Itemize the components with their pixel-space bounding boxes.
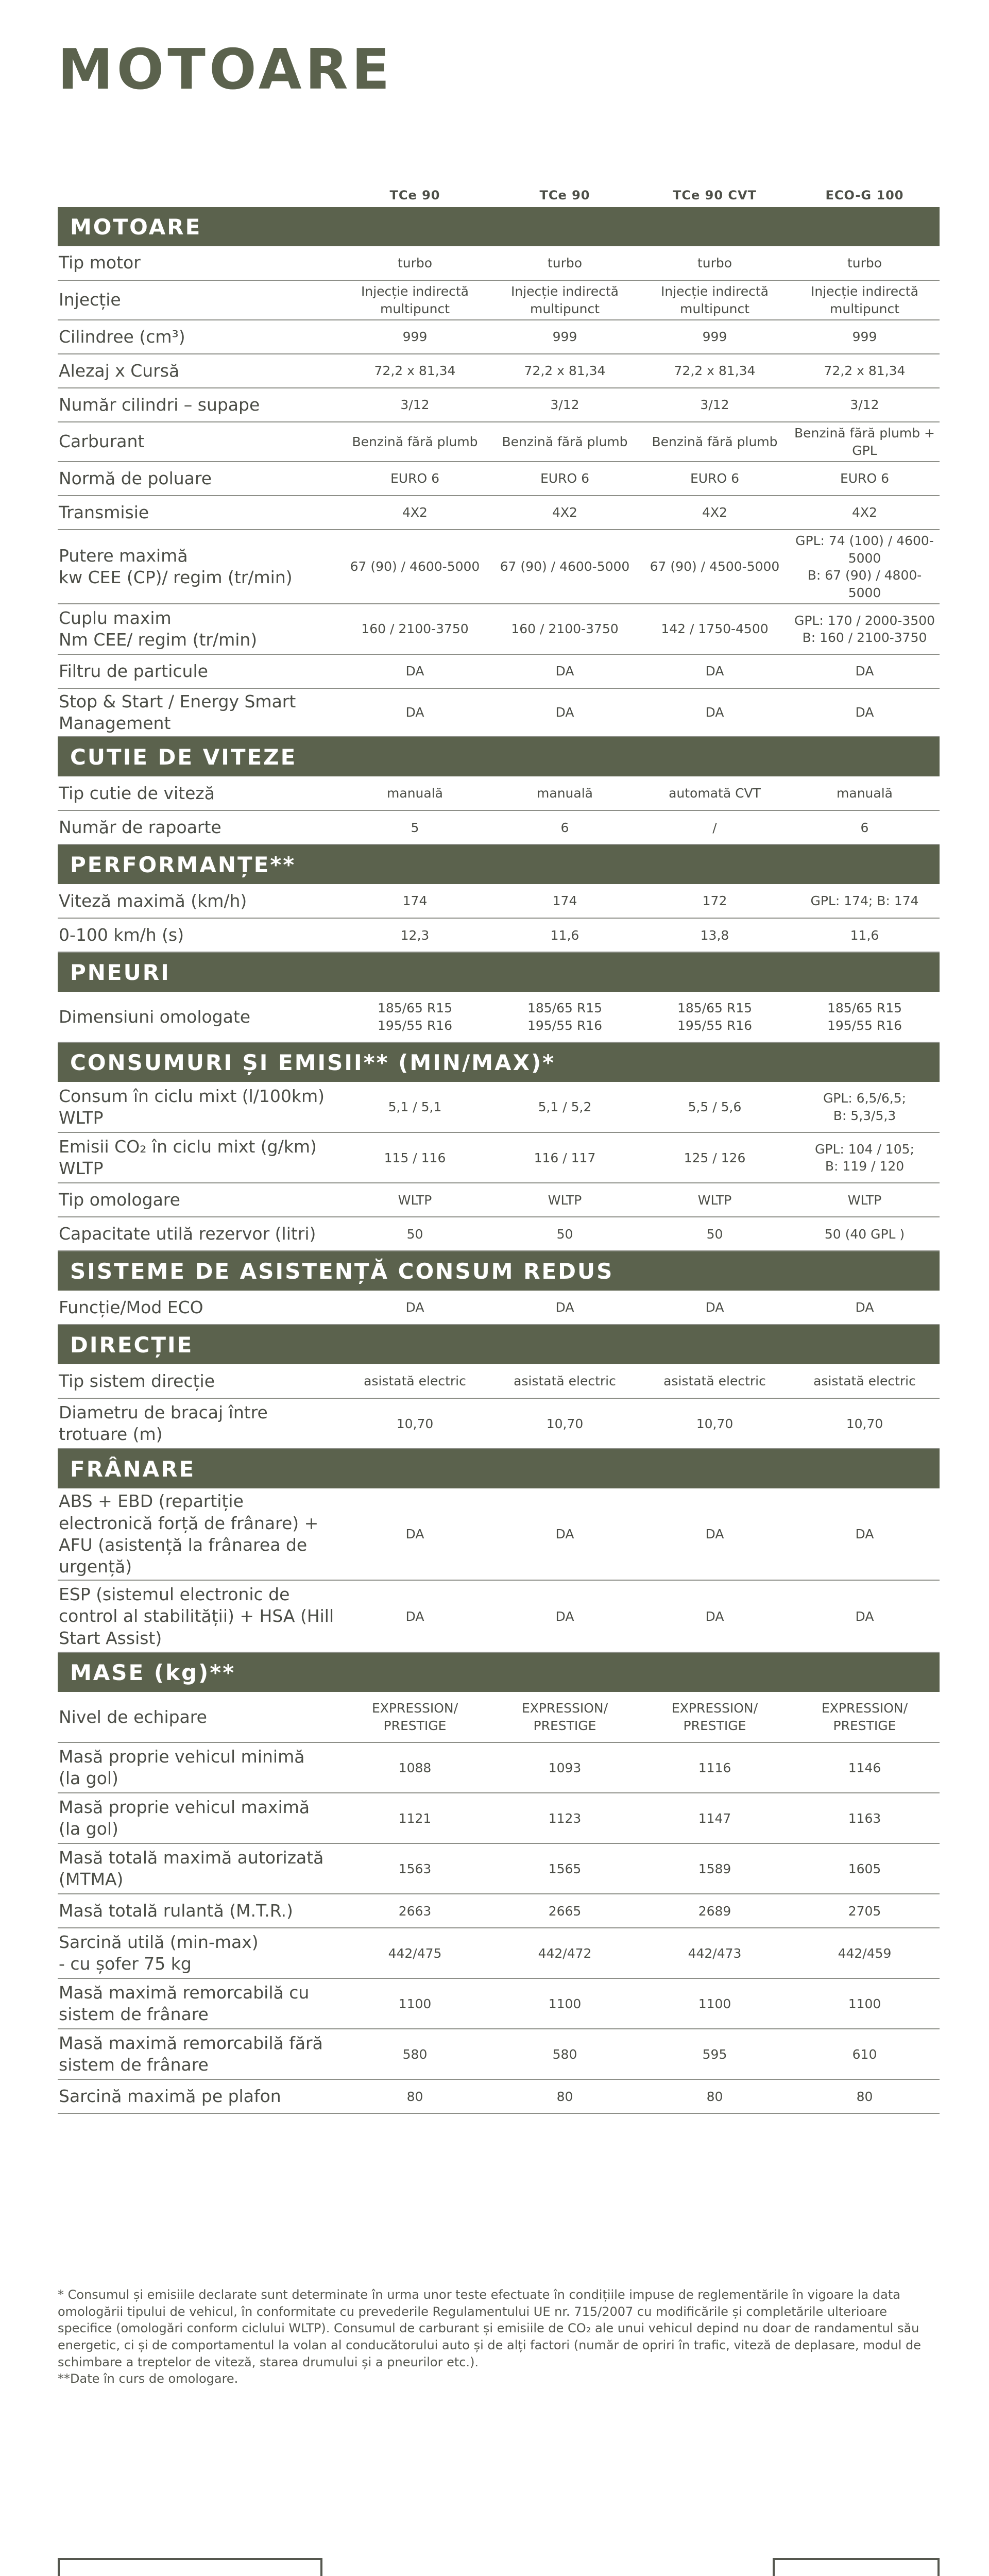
section-title: SISTEME DE ASISTENȚĂ CONSUM REDUS [58,1251,940,1291]
row-label: Emisii CO₂ în ciclu mixt (g/km) WLTP [58,1132,340,1183]
spec-value: 50 [490,1217,640,1251]
spec-value: 580 [340,2029,490,2079]
table-row [58,1183,940,1217]
spec-value: 10,70 [490,1398,640,1449]
section-title: FRÂNARE [58,1449,940,1488]
spec-value: 6 [790,810,940,844]
spec-value: 185/65 R15 195/55 R16 [790,992,940,1042]
spec-value: WLTP [790,1183,940,1217]
spec-value: DA [490,654,640,688]
table-row [58,992,940,1042]
spec-value: DA [490,1488,640,1580]
spec-value: DA [490,688,640,737]
row-label: Tip omologare [58,1183,340,1217]
table-row [58,1364,940,1398]
spec-value: asistată electric [340,1364,490,1398]
table-row [58,530,940,604]
spec-value: 1093 [490,1742,640,1793]
spec-value: EURO 6 [790,462,940,496]
spec-value: 595 [640,2029,790,2079]
spec-value: DA [340,688,490,737]
table-row [58,462,940,496]
section-header-row [58,1652,940,1692]
spec-value: / [640,810,790,844]
row-label: ESP (sistemul electronic de control al stabilității) + HSA (Hill Start Assist) [58,1580,340,1652]
spec-value: manuală [790,776,940,810]
row-label: Cuplu maxim Nm CEE/ regim (tr/min) [58,604,340,654]
spec-value: EURO 6 [490,462,640,496]
spec-value: 11,6 [490,918,640,952]
section-header-row [58,737,940,776]
spec-value: DA [340,1580,490,1652]
page-title: MOTOARE [58,38,394,102]
spec-value: 11,6 [790,918,940,952]
spec-value: 4X2 [490,496,640,530]
section-header-row [58,1449,940,1488]
column-header: TCe 90 [389,188,440,202]
spec-value: DA [640,1580,790,1652]
configure-button[interactable] [58,2558,322,2576]
footnotes [58,2286,939,2387]
spec-value: WLTP [490,1183,640,1217]
spec-value: GPL: 170 / 2000-3500 B: 160 / 2100-3750 [790,604,940,654]
spec-value: 142 / 1750-4500 [640,604,790,654]
spec-value: Benzină fără plumb [490,422,640,462]
spec-value: 442/472 [490,1928,640,1978]
spec-value: 1605 [790,1843,940,1894]
spec-value: 50 [640,1217,790,1251]
spec-value: 72,2 x 81,34 [340,354,490,388]
spec-value: EXPRESSION/ PRESTIGE [490,1692,640,1742]
spec-value: 1563 [340,1843,490,1894]
row-label: Tip sistem direcție [58,1364,340,1398]
spec-value: turbo [340,246,490,280]
spec-value: 3/12 [640,388,790,422]
spec-value: manuală [490,776,640,810]
spec-value: 10,70 [340,1398,490,1449]
spec-value: GPL: 104 / 105; B: 119 / 120 [790,1132,940,1183]
table-row [58,810,940,844]
spec-value: Benzină fără plumb [640,422,790,462]
section-title: PERFORMANȚE** [58,844,940,884]
spec-value: 3/12 [340,388,490,422]
spec-value: 115 / 116 [340,1132,490,1183]
table-row [58,246,940,280]
spec-value: DA [490,1291,640,1325]
spec-value: EURO 6 [640,462,790,496]
spec-value: 80 [490,2079,640,2113]
section-title: CONSUMURI ȘI EMISII** (MIN/MAX)* [58,1042,940,1082]
column-header: TCe 90 [539,188,590,202]
spec-value: 1123 [490,1793,640,1843]
row-label: Masă totală rulantă (M.T.R.) [58,1894,340,1928]
row-label: Carburant [58,422,340,462]
row-label: Capacitate utilă rezervor (litri) [58,1217,340,1251]
row-label: Tip motor [58,246,340,280]
spec-value: 3/12 [490,388,640,422]
row-label: Număr cilindri – supape [58,388,340,422]
spec-value: 1147 [640,1793,790,1843]
row-label: Sarcină maximă pe plafon [58,2079,340,2113]
row-label: Consum în ciclu mixt (l/100km) WLTP [58,1082,340,1132]
section-title: DIRECȚIE [58,1325,940,1364]
spec-value: 4X2 [340,496,490,530]
section-header-row [58,952,940,992]
spec-value: 442/473 [640,1928,790,1978]
spec-value: EXPRESSION/ PRESTIGE [640,1692,790,1742]
table-row [58,1894,940,1928]
spec-value: DA [340,1291,490,1325]
spec-value: EURO 6 [340,462,490,496]
table-row [58,280,940,320]
spec-value: 72,2 x 81,34 [790,354,940,388]
spec-value: 442/459 [790,1928,940,1978]
spec-value: Injecție indirectă multipunct [340,280,490,320]
spec-value: asistată electric [490,1364,640,1398]
row-label: Cilindree (cm³) [58,320,340,354]
table-row [58,388,940,422]
row-label: 0-100 km/h (s) [58,918,340,952]
section-title: MOTOARE [58,207,940,246]
spec-value: DA [790,1580,940,1652]
spec-value: 172 [640,884,790,918]
spec-value: WLTP [640,1183,790,1217]
header-row [58,183,940,207]
header-blank-cell [58,183,340,207]
table-row [58,2029,940,2079]
column-header: ECO-G 100 [825,188,904,202]
spec-value: 610 [790,2029,940,2079]
row-label: Normă de poluare [58,462,340,496]
table-row [58,1978,940,2029]
row-label: Masă maximă remorcabilă fără sistem de frânare [58,2029,340,2079]
spec-value: 72,2 x 81,34 [490,354,640,388]
row-label: Diametru de bracaj între trotuare (m) [58,1398,340,1449]
spec-value: 174 [490,884,640,918]
table-row [58,320,940,354]
table-row [58,604,940,654]
spec-value: 72,2 x 81,34 [640,354,790,388]
section-title: PNEURI [58,952,940,992]
spec-value: 580 [490,2029,640,2079]
table-row [58,688,940,737]
spec-value: 999 [790,320,940,354]
spec-value: 80 [790,2079,940,2113]
row-label: Alezaj x Cursă [58,354,340,388]
spec-value: GPL: 174; B: 174 [790,884,940,918]
section-title: MASE (kg)** [58,1652,940,1692]
table-row [58,422,940,462]
spec-value: 50 (40 GPL ) [790,1217,940,1251]
spec-value: 67 (90) / 4500-5000 [640,530,790,604]
table-header [58,183,940,207]
row-label: Nivel de echipare [58,1692,340,1742]
spec-value: 67 (90) / 4600-5000 [490,530,640,604]
spec-value: DA [340,1488,490,1580]
table-row [58,1843,940,1894]
spec-value: WLTP [340,1183,490,1217]
column-header: TCe 90 CVT [673,188,757,202]
spec-value: 80 [640,2079,790,2113]
spec-value: 13,8 [640,918,790,952]
spec-value: DA [490,1580,640,1652]
spec-value: 1163 [790,1793,940,1843]
spec-value: turbo [490,246,640,280]
spec-value: 185/65 R15 195/55 R16 [340,992,490,1042]
table-row [58,776,940,810]
spec-value: DA [640,1291,790,1325]
spec-value: 1088 [340,1742,490,1793]
spec-value: DA [640,688,790,737]
spec-value: EXPRESSION/ PRESTIGE [340,1692,490,1742]
spec-value: DA [640,654,790,688]
table-row [58,884,940,918]
row-label: Stop & Start / Energy Smart Management [58,688,340,737]
table-row [58,1742,940,1793]
spec-value: 999 [490,320,640,354]
spec-value: 1121 [340,1793,490,1843]
spec-value: 1146 [790,1742,940,1793]
table-row [58,918,940,952]
spec-value: 5 [340,810,490,844]
menu-button[interactable] [773,2558,940,2576]
row-label: Masă totală maximă autorizată (MTMA) [58,1843,340,1894]
spec-value: 2665 [490,1894,640,1928]
spec-value: 10,70 [790,1398,940,1449]
table-row [58,1793,940,1843]
table-row [58,1398,940,1449]
spec-value: GPL: 74 (100) / 4600-5000 B: 67 (90) / 4800-5000 [790,530,940,604]
spec-value: Injecție indirectă multipunct [790,280,940,320]
spec-value: 1589 [640,1843,790,1894]
spec-value: 50 [340,1217,490,1251]
row-label: ABS + EBD (repartiție electronică forță de frânare) + AFU (asistență la frânarea de urgență) [58,1488,340,1580]
spec-value: 1100 [640,1978,790,2029]
row-label: Sarcină utilă (min-max) - cu șofer 75 kg [58,1928,340,1978]
spec-value: Injecție indirectă multipunct [490,280,640,320]
spec-value: DA [790,688,940,737]
spec-value: Injecție indirectă multipunct [640,280,790,320]
spec-value: 116 / 117 [490,1132,640,1183]
table-body [58,207,940,2113]
spec-value: 80 [340,2079,490,2113]
spec-value: automată CVT [640,776,790,810]
row-label: Viteză maximă (km/h) [58,884,340,918]
spec-value: turbo [790,246,940,280]
spec-value: DA [790,1488,940,1580]
spec-value: 1116 [640,1742,790,1793]
spec-value: 1100 [340,1978,490,2029]
spec-value: 3/12 [790,388,940,422]
spec-value: 12,3 [340,918,490,952]
row-label: Masă maximă remorcabilă cu sistem de frânare [58,1978,340,2029]
row-label: Tip cutie de viteză [58,776,340,810]
spec-value: 125 / 126 [640,1132,790,1183]
table-row [58,354,940,388]
spec-value: 999 [640,320,790,354]
table-row [58,1132,940,1183]
spec-value: 442/475 [340,1928,490,1978]
spec-value: DA [790,654,940,688]
spec-value: DA [640,1488,790,1580]
row-label: Filtru de particule [58,654,340,688]
row-label: Injecție [58,280,340,320]
spec-value: 185/65 R15 195/55 R16 [640,992,790,1042]
spec-value: 174 [340,884,490,918]
spec-value: asistată electric [790,1364,940,1398]
row-label: Masă proprie vehicul minimă (la gol) [58,1742,340,1793]
spec-value: 67 (90) / 4600-5000 [340,530,490,604]
spec-value: 4X2 [790,496,940,530]
spec-value: 185/65 R15 195/55 R16 [490,992,640,1042]
spec-value: DA [790,1291,940,1325]
table-row [58,1488,940,1580]
row-label: Funcție/Mod ECO [58,1291,340,1325]
section-header-row [58,1042,940,1082]
spec-value: 5,1 / 5,2 [490,1082,640,1132]
table-row [58,1928,940,1978]
spec-value: 2705 [790,1894,940,1928]
footnote-homologation: **Date în curs de omologare. [58,2371,238,2386]
row-label: Putere maximă kw CEE (CP)/ regim (tr/min) [58,530,340,604]
spec-value: 2663 [340,1894,490,1928]
table-row [58,1580,940,1652]
spec-value: 5,5 / 5,6 [640,1082,790,1132]
spec-value: GPL: 6,5/6,5; B: 5,3/5,3 [790,1082,940,1132]
spec-value: 10,70 [640,1398,790,1449]
table-row [58,496,940,530]
spec-value: 1100 [790,1978,940,2029]
spec-value: 6 [490,810,640,844]
row-label: Transmisie [58,496,340,530]
spec-value: 160 / 2100-3750 [490,604,640,654]
spec-value: 160 / 2100-3750 [340,604,490,654]
section-title: CUTIE DE VITEZE [58,737,940,776]
spec-value: Benzină fără plumb [340,422,490,462]
section-header-row [58,1325,940,1364]
table-row [58,654,940,688]
spec-value: 999 [340,320,490,354]
spec-value: asistată electric [640,1364,790,1398]
spec-value: 5,1 / 5,1 [340,1082,490,1132]
row-label: Dimensiuni omologate [58,992,340,1042]
table-row [58,1692,940,1742]
spec-value: EXPRESSION/ PRESTIGE [790,1692,940,1742]
row-label: Număr de rapoarte [58,810,340,844]
spec-value: 1565 [490,1843,640,1894]
table-row [58,1291,940,1325]
section-header-row [58,844,940,884]
spec-value: 4X2 [640,496,790,530]
spec-value: 2689 [640,1894,790,1928]
row-label: Masă proprie vehicul maximă (la gol) [58,1793,340,1843]
spec-value: manuală [340,776,490,810]
spec-value: Benzină fără plumb + GPL [790,422,940,462]
section-header-row [58,207,940,246]
spec-value: DA [340,654,490,688]
table-row [58,1082,940,1132]
spec-value: turbo [640,246,790,280]
table-row [58,1217,940,1251]
specs-table [58,183,940,2114]
spec-value: 1100 [490,1978,640,2029]
section-header-row [58,1251,940,1291]
footnote-consumption: * Consumul și emisiile declarate sunt determinate în urma unor teste efectuate în condițiile impuse de reglementările în vigoare la data omologării tipului de vehicul, în conformitate cu prevederile Regulamentului UE nr. 715/2007 cu modificările și completările ulterioare specifice (omologări conform ciclului WLTP). Consumul de carburant și emisiile de CO₂ ale unui vehicul depind nu doar de randamentul său energetic, ci și de comportamentul la volan al conducătorului auto și de alți factori (număr de opriri în trafic, viteză de deplasare, modul de schimbare a treptelor de viteză, starea drumului și a pneurilor etc.). [58,2287,922,2369]
table-row [58,2079,940,2113]
